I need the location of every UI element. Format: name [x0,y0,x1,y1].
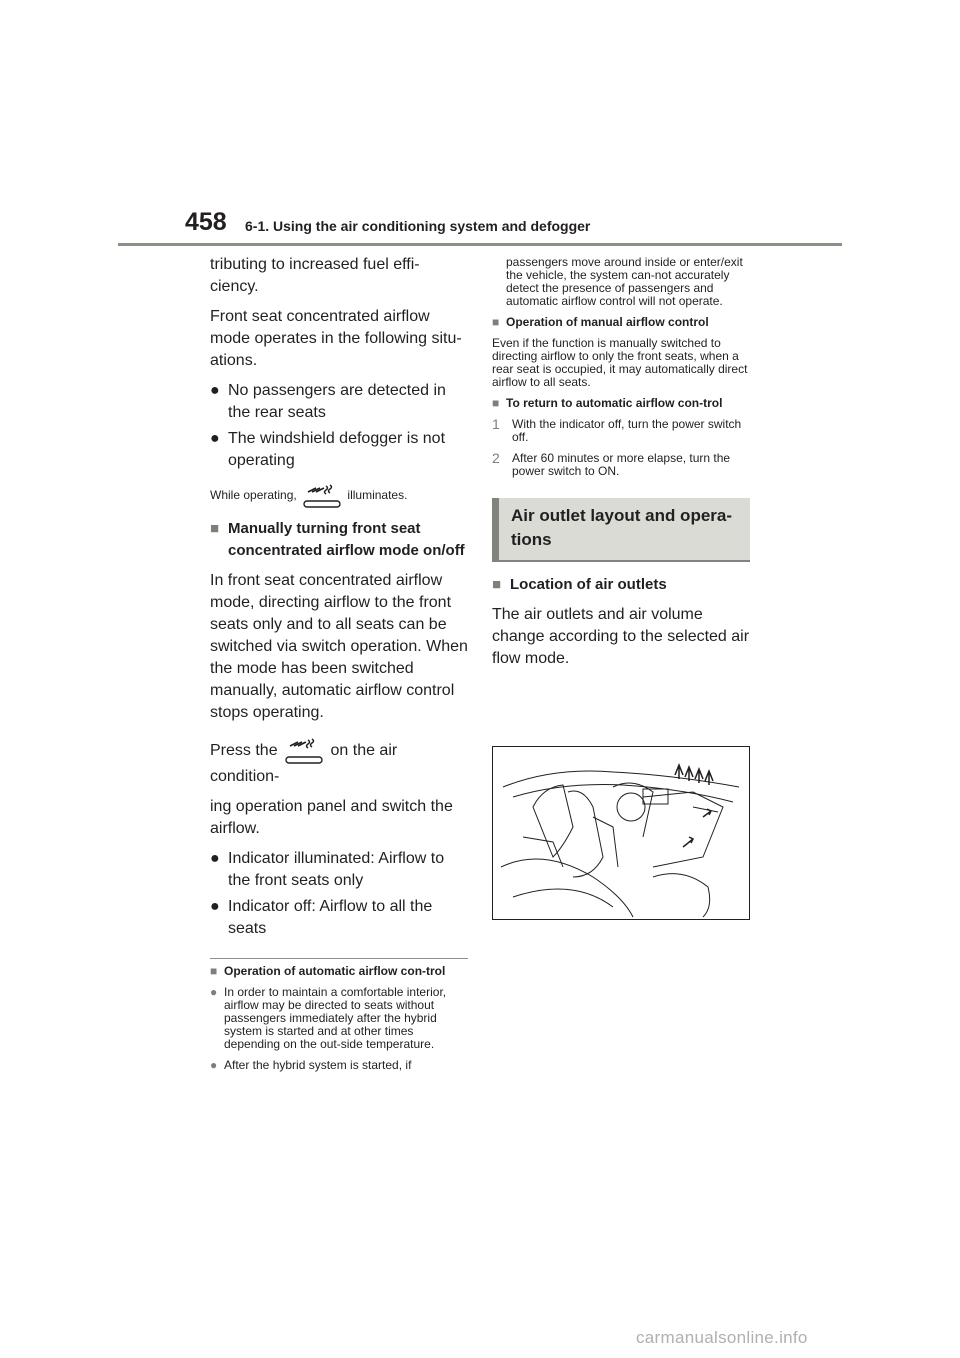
note-heading-automatic [210,965,468,978]
step-number: 1 [492,416,500,432]
bullet-item [210,380,468,424]
note-heading-return [492,397,750,410]
airflow-switch-icon [282,736,326,766]
heading-text: Manually turning front seat concentrated airflow mode on/off [228,520,465,559]
bullet-icon: ● [210,382,220,399]
paragraph-manual: In front seat concentrated airflow mode, directing airflow to the front seats only and to all seats can be switched via switch operation. When the mode has been switched manually, automatic airflow control stops operating. [210,572,468,721]
note-heading-manual [492,316,750,329]
square-icon: ■ [492,576,502,593]
bullet-item [210,848,468,892]
note-bullet [210,1059,468,1072]
operating-before: While operating, [210,488,297,503]
bullet-text: Indicator illuminated: Airflow to the front seats only [228,850,445,889]
bullet-text: The windshield defogger is not operating [228,430,446,469]
air-outlet-illustration [492,746,750,920]
note-heading-text: Operation of automatic airflow con-trol [224,964,446,978]
step-number: 2 [492,450,500,466]
bullet-icon: ● [210,1058,218,1072]
bullet-icon: ● [210,850,220,867]
note-heading-text: To return to automatic airflow con-trol [506,396,723,410]
press-before: Press the [210,742,278,760]
bullet-item [210,428,468,472]
square-icon: ■ [492,396,500,410]
heading-manual-toggle [210,518,468,562]
left-column [210,254,468,1080]
square-icon: ■ [210,520,220,537]
paragraph-press [210,736,468,788]
step-text: With the indicator off, turn the power switch off. [512,417,742,444]
note-bullet-text: In order to maintain a comfortable interior, airflow may be directed to seats without passengers immediately after the hybrid system is started and at other times depending on the out-side temperature. [224,985,447,1051]
vehicle-interior-drawing [493,747,749,919]
paragraph-fuel: tributing to increased fuel effi-ciency. [210,256,420,295]
step-item [492,452,750,478]
bullet-item [210,896,468,940]
square-icon: ■ [210,964,218,978]
bullet-icon: ● [210,985,218,999]
operating-after: illuminates. [347,488,408,503]
step-text: After 60 minutes or more elapse, turn the power switch to ON. [512,451,731,478]
note-bullet-text: After the hybrid system is started, if [224,1058,412,1072]
press-after: on the air condition- [210,742,398,785]
step-item [492,418,750,444]
operating-note [210,482,468,510]
note-heading-text: Operation of manual airflow control [506,315,709,329]
bullet-text: Indicator off: Airflow to all the seats [228,898,433,937]
note-divider [210,958,468,959]
note-bullet [210,986,468,1051]
watermark: carmanualsonline.info [636,1328,808,1347]
page-number: 458 [185,208,227,236]
section-title: 6-1. Using the air conditioning system and defogger [245,218,591,234]
header-rule [118,243,842,246]
square-icon: ■ [492,315,500,329]
location-text: The air outlets and air volume change according to the selected air flow mode. [492,606,750,667]
heading-location [492,574,750,596]
bullet-icon: ● [210,430,220,447]
paragraph-operates: Front seat concentrated airflow mode operates in the following situ-ations. [210,308,462,369]
note-continuation: passengers move around inside or enter/exit the vehicle, the system can-not accurately detect the presence of passengers and automatic airflow control will not operate. [506,255,743,308]
right-column [492,256,750,678]
heading-text: Location of air outlets [510,576,667,593]
manual-note-text: Even if the function is manually switched to directing airflow to only the front seats, when a rear seat is occupied, it may automatically direct airflow to all seats. [492,336,748,389]
paragraph-press-cont: ing operation panel and switch the airflow. [210,798,453,837]
bullet-text: No passengers are detected in the rear seats [228,382,446,421]
section-box-heading: Air outlet layout and opera-tions [492,498,750,562]
bullet-icon: ● [210,898,220,915]
airflow-switch-icon [300,482,344,510]
